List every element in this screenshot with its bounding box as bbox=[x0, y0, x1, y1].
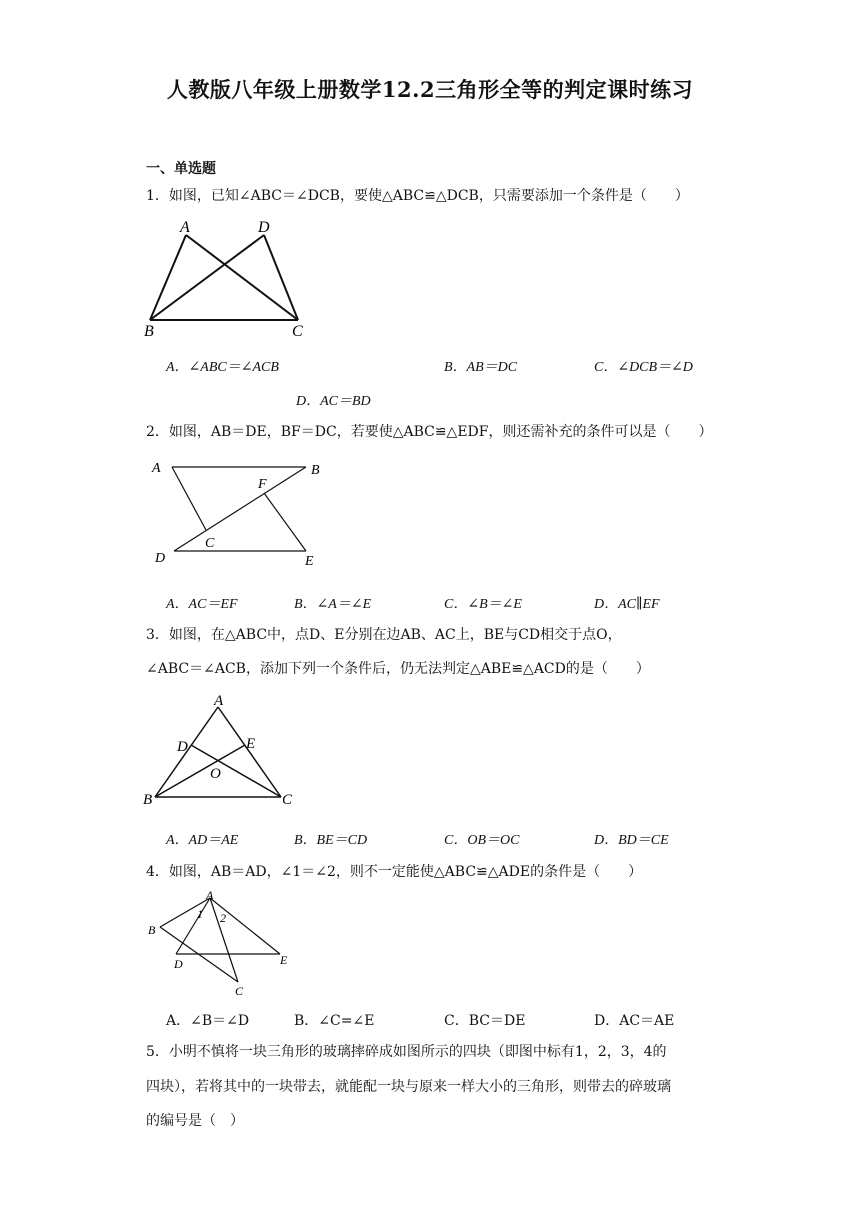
question-5-stem-line3: 的编号是（ ） bbox=[146, 1113, 244, 1129]
q1-option-a[interactable]: A．∠ABC＝∠ACB bbox=[166, 360, 279, 375]
q3-option-d[interactable]: D．BD＝CE bbox=[594, 833, 669, 848]
q4-label-b: B bbox=[148, 923, 156, 937]
q3-label-a: A bbox=[214, 693, 224, 709]
q4-option-d[interactable]: D．AC＝AE bbox=[594, 1013, 675, 1029]
q1-label-c: C bbox=[292, 323, 303, 340]
q2-label-b: B bbox=[311, 463, 320, 478]
q4-label-c: C bbox=[235, 984, 244, 998]
page-title: 人教版八年级上册数学12.2三角形全等的判定课时练习 bbox=[166, 77, 694, 102]
question-3-figure bbox=[140, 690, 300, 810]
question-3-stem-line1: 3．如图，在△ABC中，点D、E分别在边AB、AC上，BE与CD相交于点O， bbox=[146, 627, 622, 643]
q2-label-f: F bbox=[258, 477, 267, 492]
question-5-stem-line1: 5．小明不慎将一块三角形的玻璃摔碎成如图所示的四块（即图中标有1，2，3，4的 bbox=[146, 1044, 667, 1060]
q3-label-c: C bbox=[282, 792, 293, 808]
q3-option-a[interactable]: A．AD＝AE bbox=[166, 833, 239, 848]
q4-angle-2: 2 bbox=[220, 911, 226, 925]
question-5-stem-line2: 四块），若将其中的一块带去，就能配一块与原来一样大小的三角形，则带去的碎玻璃 bbox=[146, 1079, 671, 1095]
q3-label-d: D bbox=[177, 739, 188, 755]
q1-label-b: B bbox=[144, 323, 154, 340]
q1-option-b[interactable]: B．AB＝DC bbox=[444, 360, 518, 375]
q3-option-b[interactable]: B．BE＝CD bbox=[294, 833, 368, 848]
q4-label-d: D bbox=[174, 957, 183, 971]
question-2-figure bbox=[150, 458, 330, 570]
q4-angle-1: 1 bbox=[197, 907, 203, 921]
q4-option-c[interactable]: C．BC＝DE bbox=[444, 1013, 526, 1029]
section-heading: 一、单选题 bbox=[146, 161, 216, 177]
q4-option-a[interactable]: A．∠B＝∠D bbox=[166, 1013, 250, 1029]
q3-label-e: E bbox=[246, 736, 256, 752]
q2-option-d[interactable]: D．AC∥EF bbox=[594, 597, 660, 612]
q1-option-c[interactable]: C．∠DCB＝∠D bbox=[594, 360, 693, 375]
q2-label-c: C bbox=[205, 536, 215, 551]
q3-option-c[interactable]: C．OB＝OC bbox=[444, 833, 520, 848]
q3-label-o: O bbox=[210, 766, 221, 782]
question-1-stem: 1．如图，已知∠ABC＝∠DCB，要使△ABC≌△DCB，只需要添加一个条件是（ ） bbox=[146, 188, 689, 204]
question-4-stem: 4．如图，AB＝AD，∠1＝∠2，则不一定能使△ABC≌△ADE的条件是（ ） bbox=[146, 864, 643, 880]
question-3-stem-line2: ∠ABC＝∠ACB，添加下列一个条件后，仍无法判定△ABE≌△ACD的是（ ） bbox=[146, 661, 650, 677]
q4-label-e: E bbox=[280, 953, 288, 967]
q4-option-b[interactable]: B．∠C=∠E bbox=[294, 1013, 375, 1029]
question-2-stem: 2．如图，AB＝DE，BF＝DC，若要使△ABC≌△EDF，则还需补充的条件可以是（ ） bbox=[146, 424, 713, 440]
question-1-figure bbox=[140, 218, 315, 338]
q3-label-b: B bbox=[143, 792, 153, 808]
q2-option-c[interactable]: C．∠B＝∠E bbox=[444, 597, 522, 612]
q2-option-a[interactable]: A．AC＝EF bbox=[166, 597, 238, 612]
q4-label-a: A bbox=[206, 888, 214, 902]
q2-label-e: E bbox=[305, 554, 314, 569]
q1-option-d[interactable]: D．AC＝BD bbox=[296, 394, 371, 409]
question-4-figure bbox=[140, 888, 300, 1000]
q1-label-a: A bbox=[180, 219, 190, 236]
q2-option-b[interactable]: B．∠A＝∠E bbox=[294, 597, 372, 612]
q2-label-a: A bbox=[152, 461, 161, 476]
q1-label-d: D bbox=[258, 219, 270, 236]
q2-label-d: D bbox=[155, 551, 166, 566]
